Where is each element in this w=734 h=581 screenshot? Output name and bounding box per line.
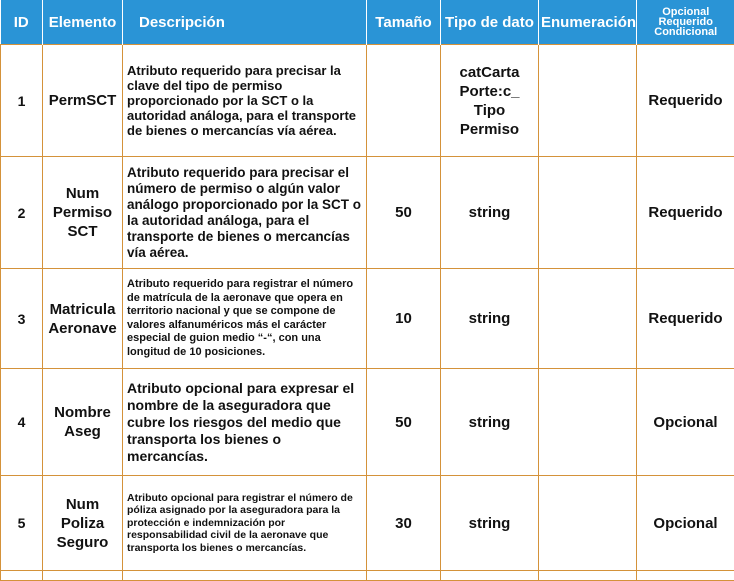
row-tipo: catCarta Porte:c_ Tipo Permiso — [441, 45, 539, 157]
row-descripcion-text: Atributo opcional para registrar el número de póliza asignado por la aseguradora para la protección e indemnización por responsabilidad civil de la aeronave que transporta los bienes o mercancías. — [127, 492, 362, 555]
header-row — [1, 0, 734, 45]
row-descripcion — [123, 157, 367, 269]
row-id: 2 — [1, 157, 43, 269]
row-descripcion — [123, 369, 367, 476]
row-elemento: Num Permiso SCT — [43, 157, 123, 269]
row-elemento: Nombre Aseg — [43, 369, 123, 476]
row-descripcion-text: Atributo requerido para precisar la clave del tipo de permiso proporcionado por la SCT o la autoridad análoga, para el transporte de bienes o mercancías vía aérea. — [127, 63, 362, 138]
row-enumeracion — [539, 157, 637, 269]
row-id: 5 — [1, 476, 43, 571]
row-tipo: string — [441, 476, 539, 571]
row-enumeracion — [539, 45, 637, 157]
row-condicion: Opcional — [637, 476, 734, 571]
header-enumeracion: Enumeración — [539, 0, 637, 45]
row-tamano: 50 — [367, 157, 441, 269]
row-tamano: 50 — [367, 369, 441, 476]
row-tipo: string — [441, 369, 539, 476]
row-id: 3 — [1, 269, 43, 369]
row-descripcion — [123, 476, 367, 571]
header-id: ID — [1, 0, 43, 45]
row-condicion: Requerido — [637, 269, 734, 369]
row-descripcion-text: Atributo requerido para registrar el número de matrícula de la aeronave que opera en territorio nacional y que se compone de valores alfanuméricos más el carácter especial de guion medio “-“, con una longitud de 10 posiciones. — [127, 278, 362, 359]
header-tipo: Tipo de dato — [441, 0, 539, 45]
row-descripcion-text: Atributo requerido para precisar el número de permiso o algún valor análogo proporcionado por la SCT o la autoridad análoga, para el transporte de bienes o mercancías vía aérea. — [127, 165, 362, 261]
row-enumeracion — [539, 476, 637, 571]
row-descripcion — [123, 269, 367, 369]
row-tamano: 10 — [367, 269, 441, 369]
row-condicion: Requerido — [637, 45, 734, 157]
header-descripcion: Descripción — [123, 0, 367, 45]
row-elemento: Num Poliza Seguro — [43, 476, 123, 571]
row-elemento: PermSCT — [43, 45, 123, 157]
header-tamano: Tamaño — [367, 0, 441, 45]
row-tipo: string — [441, 157, 539, 269]
row-condicion: Opcional — [637, 369, 734, 476]
row-elemento: Matricula Aeronave — [43, 269, 123, 369]
header-condicion: Opcional Requerido Condicional — [637, 0, 734, 45]
row-id: 4 — [1, 369, 43, 476]
row-id: 1 — [1, 45, 43, 157]
row-tamano: 30 — [367, 476, 441, 571]
row-tipo: string — [441, 269, 539, 369]
row-descripcion — [123, 45, 367, 157]
header-elemento: Elemento — [43, 0, 123, 45]
table-row — [1, 157, 734, 269]
row-enumeracion — [539, 269, 637, 369]
row-tamano — [367, 45, 441, 157]
table-row — [1, 369, 734, 476]
row-condicion: Requerido — [637, 157, 734, 269]
row-enumeracion — [539, 369, 637, 476]
table-row — [1, 476, 734, 571]
row-descripcion-text: Atributo opcional para expresar el nombre de la aseguradora que cubre los riesgos del medio que transporta los bienes o mercancías. — [127, 380, 362, 465]
table-row — [1, 45, 734, 157]
table-row — [1, 269, 734, 369]
